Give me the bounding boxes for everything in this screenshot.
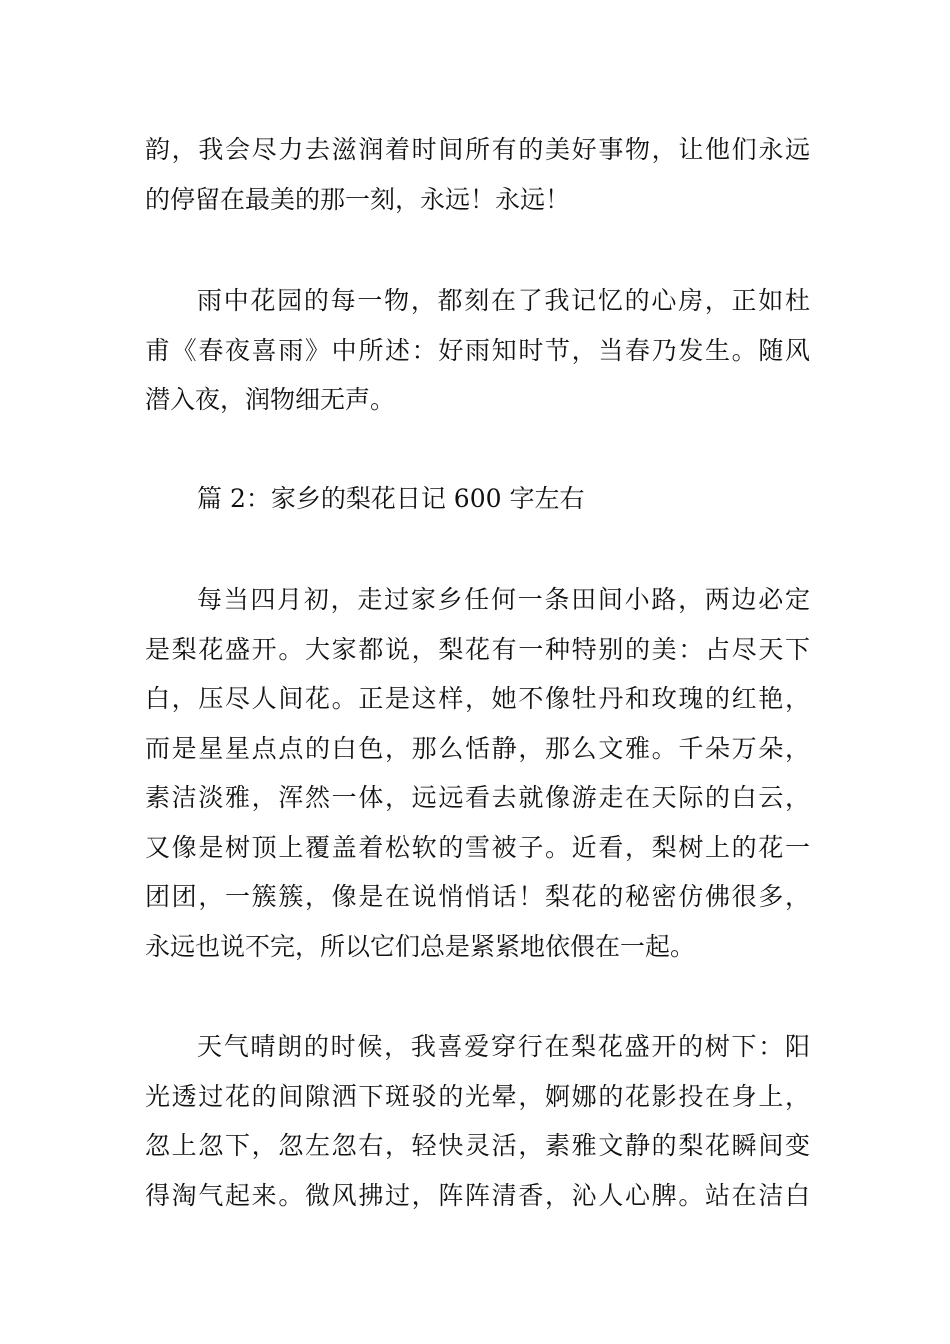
paragraph-garden-rain — [145, 276, 810, 425]
text-line: 白，压尽人间花。正是这样，她不像牡丹和玫瑰的红艳， — [145, 684, 810, 713]
section-title: 篇 2：家乡的梨花日记 600 字左右 — [197, 484, 585, 513]
text-line: 潜入夜，润物细无声。 — [145, 385, 396, 414]
text-line: 光透过花的间隙洒下斑驳的光晕，婀娜的花影投在身上， — [145, 1081, 810, 1111]
text-line: 天气晴朗的时候，我喜爱穿行在梨花盛开的树下：阳 — [197, 1032, 810, 1061]
text-line: 而是星星点点的白色，那么恬静，那么文雅。千朵万朵， — [145, 733, 810, 763]
text-line: 甫《春夜喜雨》中所述：好雨知时节，当春乃发生。随风 — [145, 335, 810, 365]
text-line: 韵，我会尽力去滋润着时间所有的美好事物，让他们永远 — [145, 135, 810, 164]
text-line: 是梨花盛开。大家都说，梨花有一种特别的美：占尽天下 — [145, 634, 810, 664]
text-line: 雨中花园的每一物，都刻在了我记忆的心房，正如杜 — [197, 286, 810, 315]
paragraph-pear-blossom — [145, 575, 810, 971]
text-line: 忽上忽下，忽左忽右，轻快灵活，素雅文静的梨花瞬间变 — [145, 1131, 810, 1160]
text-line: 的停留在最美的那一刻，永远！永远！ — [145, 184, 571, 214]
text-line: 每当四月初，走过家乡任何一条田间小路，两边必定 — [197, 585, 810, 614]
text-line: 得淘气起来。微风拂过，阵阵清香，沁人心脾。站在洁白 — [145, 1180, 810, 1210]
paragraph-sunny-day — [145, 1022, 810, 1220]
text-line: 又像是树顶上覆盖着松软的雪被子。近看，梨树上的花一 — [145, 832, 810, 862]
text-line: 素洁淡雅，浑然一体，远远看去就像游走在天际的白云， — [145, 783, 810, 812]
text-line: 团团，一簇簇，像是在说悄悄话！梨花的秘密仿佛很多， — [145, 882, 810, 911]
section-heading — [145, 474, 810, 524]
paragraph-ending — [145, 125, 810, 224]
text-line: 永远也说不完，所以它们总是紧紧地依偎在一起。 — [145, 931, 696, 961]
